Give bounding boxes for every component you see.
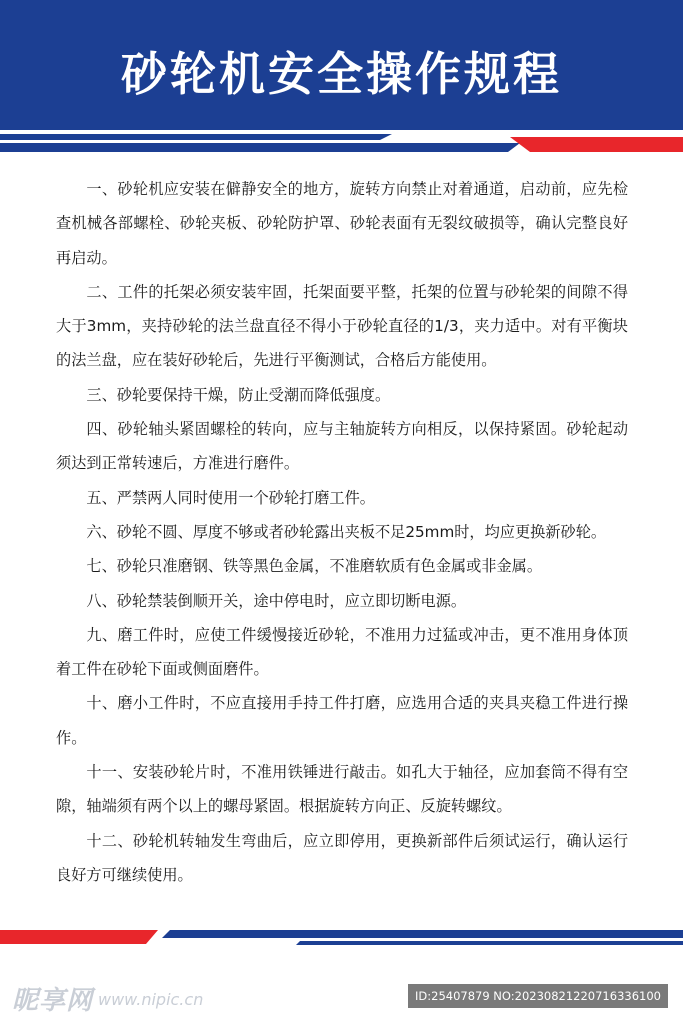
bottom-red-stripe bbox=[0, 930, 158, 944]
rule-12: 十二、砂轮机转轴发生弯曲后，应立即停用，更换新部件后须试运行，确认运行良好方可继续使用。 bbox=[56, 831, 628, 884]
rule-3: 三、砂轮要保持干燥，防止受潮而降低强度。 bbox=[86, 385, 391, 404]
top-blue-stripe bbox=[0, 134, 392, 140]
rule-9: 九、磨工件时，应使工件缓慢接近砂轮，不准用力过猛或冲击，更不准用身体顶着工件在砂轮下面或侧面磨件。 bbox=[56, 625, 628, 679]
id-badge: ID:25407879 NO:20230821220716336100 bbox=[408, 984, 668, 1008]
top-stripe-decoration bbox=[0, 130, 683, 156]
rules-body bbox=[56, 172, 628, 892]
bottom-blue-band bbox=[162, 930, 683, 938]
bottom-stripe-decoration bbox=[0, 928, 683, 948]
page-title: 砂轮机安全操作规程 bbox=[121, 47, 562, 101]
rule-6: 六、砂轮不圆、厚度不够或者砂轮露出夹板不足25mm时，均应更换新砂轮。 bbox=[86, 522, 607, 541]
top-blue-band bbox=[0, 143, 520, 152]
watermark-url: www.nipic.cn bbox=[98, 990, 204, 1009]
rule-8: 八、砂轮禁装倒顺开关，途中停电时，应立即切断电源。 bbox=[86, 591, 467, 610]
rule-10: 十、磨小工件时，不应直接用手持工件打磨，应选用合适的夹具夹稳工件进行操作。 bbox=[56, 694, 628, 747]
rule-1: 一、砂轮机应安装在僻静安全的地方，旋转方向禁止对着通道，启动前，应先检查机械各部螺栓、砂轮夹板、砂轮防护罩、砂轮表面有无裂纹破损等，确认完整良好再启动。 bbox=[56, 180, 628, 267]
rule-5: 五、严禁两人同时使用一个砂轮打磨工件。 bbox=[86, 488, 375, 507]
bottom-blue-stripe bbox=[296, 941, 683, 945]
rule-2: 二、工件的托架必须安装牢固，托架面要平整，托架的位置与砂轮架的间隙不得大于3mm，夹持砂轮的法兰盘直径不得小于砂轮直径的1/3，夹力适中。对有平衡块的法兰盘，应在装好砂轮后，先进行平衡测试，合格后方能使用。 bbox=[56, 282, 628, 370]
top-red-stripe bbox=[510, 137, 683, 152]
rule-4: 四、砂轮轴头紧固螺栓的转向，应与主轴旋转方向相反，以保持紧固。砂轮起动须达到正常转速后，方准进行磨件。 bbox=[56, 420, 628, 473]
watermark-logo: 昵享网 bbox=[12, 986, 94, 1016]
rule-11: 十一、安装砂轮片时，不准用铁锤进行敲击。如孔大于轴径，应加套筒不得有空隙，轴端须有两个以上的螺母紧固。根据旋转方向正、反旋转螺纹。 bbox=[56, 763, 628, 816]
rule-7: 七、砂轮只准磨钢、铁等黑色金属，不准磨软质有色金属或非金属。 bbox=[86, 557, 543, 576]
